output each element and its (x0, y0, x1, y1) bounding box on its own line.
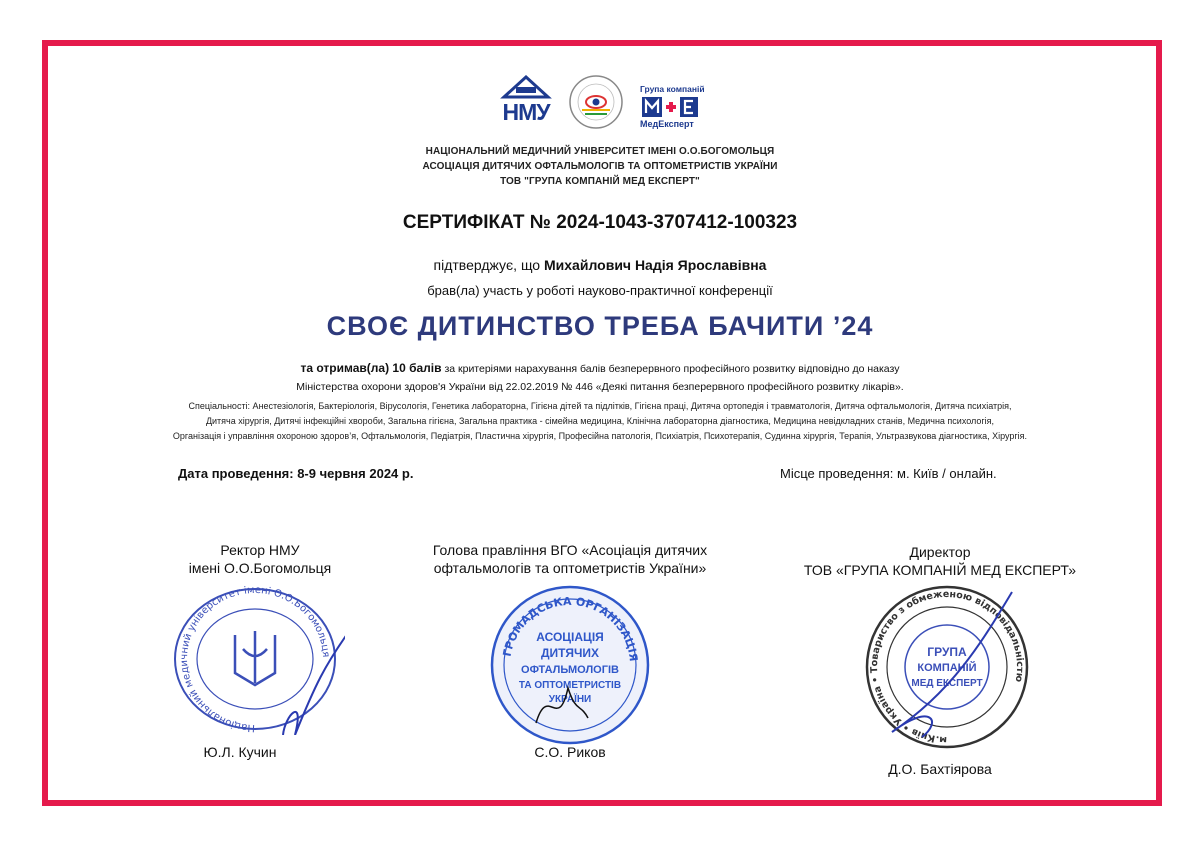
stamp-association-line-4: ТА ОПТОМЕТРИСТІВ (518, 680, 622, 691)
nmu-abbr: НМУ (502, 99, 550, 125)
place-value: м. Київ / онлайн. (897, 466, 997, 481)
nmu-logo (500, 75, 552, 129)
stamp-association (488, 583, 653, 748)
signatory-1-title-line-2: імені О.О.Богомольця (188, 560, 332, 576)
signatory-3-name: Д.О. Бахтіярова (888, 761, 992, 777)
association-logo (568, 74, 624, 130)
signatory-1-title (135, 541, 385, 577)
stamp-association-ring-text: ГРОМАДСЬКА ОРГАНІЗАЦІЯ (500, 594, 640, 663)
org-line-2: АСОЦІАЦІЯ ДИТЯЧИХ ОФТАЛЬМОЛОГІВ ТА ОПТОМЕТРИСТІВ УКРАЇНИ (422, 161, 778, 172)
participation-line: брав(ла) участь у роботі науково-практичної конференції (427, 283, 773, 298)
trident-icon (235, 631, 275, 685)
signatory-2-title-line-2: офтальмологів та оптометристів України» (433, 560, 707, 576)
stamp-medexpert-line-1: ГРУПА (927, 645, 967, 659)
stamp-nmu (165, 585, 345, 735)
points-rest: за критеріями нарахування балів безперервного професійного розвитку відповідно до наказу (444, 363, 900, 375)
medexpert-mark-icon (640, 95, 700, 119)
certificate-number: СЕРТИФІКАТ № 2024-1043-3707412-100323 (402, 212, 798, 233)
specialties-line-1: Спеціальності: Анестезіологія, Бактеріологія, Вірусологія, Генетика лабораторна, Гігієна дітей та підлітків, Гігієна праці, Дитяча ортопедія і травматологія, Дитяча офтальмологія, Дитяча психіатрія, (188, 401, 1012, 411)
stamp-association-line-2: ДИТЯЧИХ (540, 646, 600, 660)
medexpert-name: МедЕксперт (640, 119, 694, 129)
stamp-medexpert-ring-text: м.Київ • Україна • Товариство з обмеженою відповідальністю (868, 588, 1026, 746)
event-place (780, 466, 997, 481)
stamp-medexpert (862, 582, 1032, 752)
specialties-line-2: Дитяча хірургія, Дитячі інфекційні хвороби, Загальна гігієна, Загальна практика - сімейна медицина, Клінічна лабораторна діагностика, Медицина невідкладних станів, Медична психологія, (205, 416, 995, 426)
signatory-1-title-line-1: Ректор НМУ (220, 542, 300, 558)
points-line (0, 361, 1200, 377)
participant-name: Михайлович Надія Ярославівна (544, 257, 767, 273)
signatory-1-name: Ю.Л. Кучин (203, 744, 277, 760)
stamp-nmu-ring-text: Національний медичний університет імені О.О.Богомольця (178, 585, 332, 734)
organizations-block (0, 144, 1200, 189)
specialties-line-3: Організація і управління охороною здоров’я, Офтальмологія, Педіатрія, Пластична хірургія, Професійна патологія, Психіатрія, Психотерапія, Судинна хірургія, Терапія, Ультразвукова діагностика, Хірургія. (172, 431, 1028, 441)
order-line: Міністерства охорони здоров'я України від 22.02.2019 № 446 «Деякі питання безперервного професійного розвитку лікарів». (296, 381, 904, 393)
stamp-medexpert-line-2: КОМПАНІЙ (917, 662, 977, 674)
stamp-medexpert-line-3: МЕД ЕКСПЕРТ (911, 678, 983, 689)
signatory-2-title (400, 541, 740, 577)
specialties-block (0, 399, 1200, 444)
org-line-1: НАЦІОНАЛЬНИЙ МЕДИЧНИЙ УНІВЕРСИТЕТ ІМЕНІ О.О.БОГОМОЛЬЦЯ (425, 146, 775, 157)
place-label: Місце проведення: (780, 466, 894, 481)
conference-title: СВОЄ ДИТИНСТВО ТРЕБА БАЧИТИ ’24 (326, 311, 874, 341)
points-bold: та отримав(ла) 10 балів (300, 361, 442, 375)
stamp-association-line-5: УКРАЇНИ (548, 694, 592, 705)
signatory-2-name: С.О. Риков (534, 744, 606, 760)
confirm-line (0, 257, 1200, 273)
stamp-association-line-3: ОФТАЛЬМОЛОГІВ (521, 664, 619, 676)
signatory-2-title-line-1: Голова правління ВГО «Асоціація дитячих (432, 542, 708, 558)
org-line-3: ТОВ "ГРУПА КОМПАНІЙ МЕД ЕКСПЕРТ" (500, 176, 700, 187)
signatory-3-title (770, 543, 1110, 579)
confirm-prefix: підтверджує, що (433, 257, 541, 273)
signatory-3-title-line-2: ТОВ «ГРУПА КОМПАНІЙ МЕД ЕКСПЕРТ» (803, 562, 1077, 578)
stamp-association-line-1: АСОЦІАЦІЯ (536, 630, 604, 644)
event-date: Дата проведення: 8-9 червня 2024 р. (178, 466, 414, 481)
medexpert-group-label: Група компаній (640, 84, 705, 94)
signatory-3-title-line-1: Директор (909, 544, 971, 560)
medexpert-logo (640, 84, 710, 134)
